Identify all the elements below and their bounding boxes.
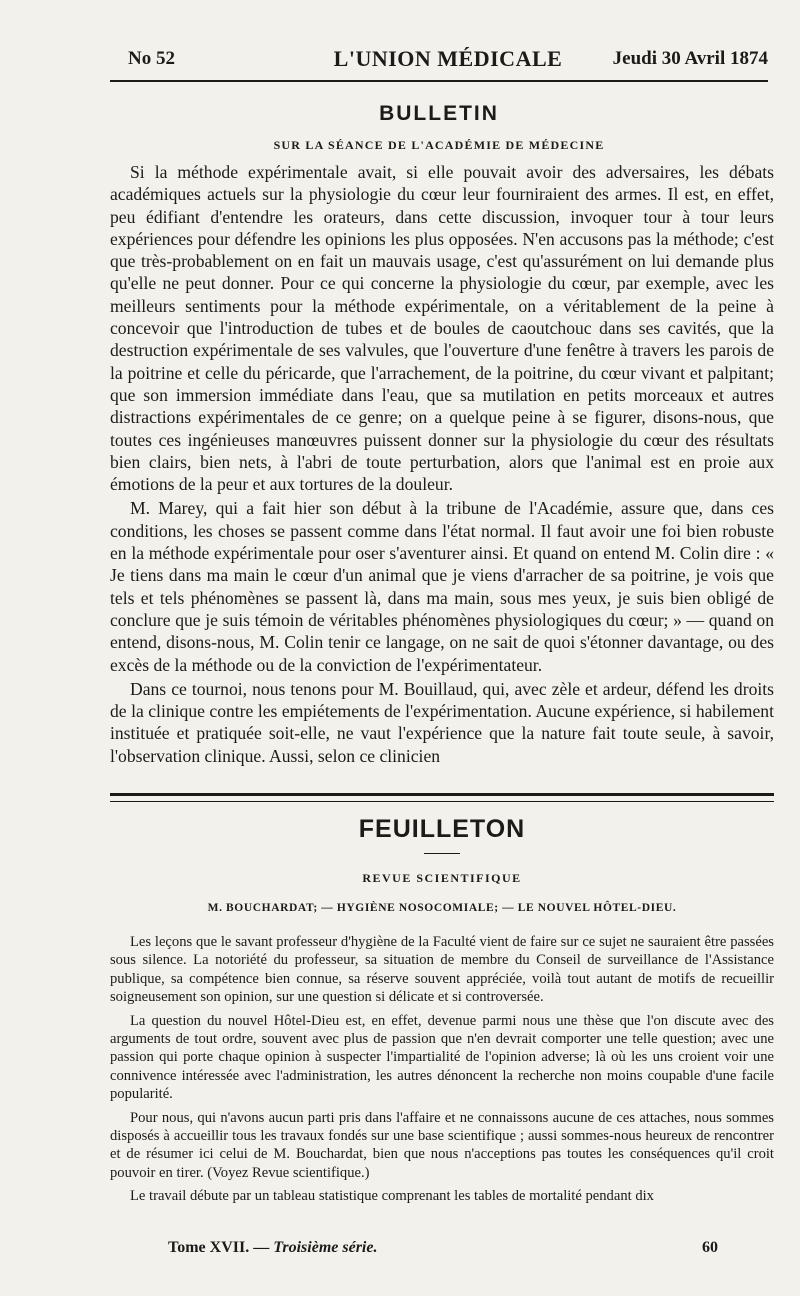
bulletin-title: BULLETIN (379, 102, 499, 125)
bulletin-body (110, 161, 774, 767)
bulletin-paragraph: M. Marey, qui a fait hier son début à la tribune de l'Académie, assure que, dans ces conditions, les choses se passent comme dans l'état normal. Il faut avoir une foi bien robuste en la méthode expérimentale pour oser s'aventurer ainsi. Et quand on entend M. Colin dire : « Je tiens dans ma main le cœur d'un animal que je viens d'arracher de sa poitrine, je vois que tels et tels phénomènes se passent là, dans ma main, sous mes yeux, je suis bien obligé de conclure que je suis témoin de véritables phénomènes physiologiques du cœur; » — quand on entend, disons-nous, M. Colin tenir ce langage, on ne sait de quoi s'étonner davantage, ou des excès de la méthode ou de la conviction de l'expérimentateur. (110, 498, 774, 675)
feuilleton-body (110, 933, 774, 1206)
bulletin-paragraph: Dans ce tournoi, nous tenons pour M. Bouillaud, qui, avec zèle et ardeur, défend les droits de la clinique contre les empiétements de l'expérimentation. Aucune expérience, si habilement instituée et pratiquée soit-elle, ne vaut l'expérience que la nature fait toute seule, à savoir, l'observation clinique. Aussi, selon ce clinicien (110, 678, 774, 766)
feuilleton-subtitle: REVUE SCIENTIFIQUE (362, 871, 522, 885)
journal-title: L'UNION MÉDICALE (333, 46, 563, 71)
title-rule (424, 853, 460, 854)
running-head (128, 46, 768, 76)
serie-label: Troisième série. (273, 1239, 378, 1256)
issue-date: Jeudi 30 Avril 1874 (612, 48, 768, 69)
bulletin-subtitle: SUR LA SÉANCE DE L'ACADÉMIE DE MÉDECINE (273, 138, 605, 152)
feuilleton-paragraph: Les leçons que le savant professeur d'hygiène de la Faculté vient de faire sur ce sujet ne sauraient être passées sous silence. La notoriété du professeur, sa situation de membre du Conseil de surveillance de l'Assistance publique, sa compétence bien connue, sa réserve souvent appréciée, voilà tout autant de motifs de recueillir soigneusement son opinion, sur une question si délicate et si controversée. (110, 934, 774, 1006)
volume-info (168, 1239, 377, 1257)
header-rule (110, 80, 768, 82)
page-number: 60 (702, 1239, 718, 1256)
feuilleton-paragraph: La question du nouvel Hôtel-Dieu est, en effet, devenue parmi nous une thèse que l'on discute avec des arguments de tout ordre, souvent avec plus de passion que n'en devrait comporter une telle question; avec une passion qui porte chaque opinion à suspecter l'impartialité de l'opinion adverse; là où les uns croient voir une connivence intéressée avec l'administration, les autres dénoncent la recherche non moins coupable d'une facile popularité. (110, 1012, 774, 1103)
bulletin-paragraph: Si la méthode expérimentale avait, si elle pouvait avoir des adversaires, les débats académiques actuels sur la physiologie du cœur leur fourniraient des armes. Il est, en effet, peu édifiant d'entendre les orateurs, dans cette discussion, invoquer tour à tour leurs expériences pour défendre les opinions les plus opposées. N'en accusons pas la méthode; c'est que très-probablement on en fait un mauvais usage, c'est qu'assurément on lui demande plus qu'elle ne peut donner. Pour ce qui concerne la physiologie du cœur, par exemple, avec les meilleurs sentiments pour la méthode expérimentale, on a véritablement de la peine à concevoir que l'introduction de tubes et de boules de caoutchouc dans ses cavités, que la destruction expérimentale de ses valvules, que l'ouverture d'une fenêtre à travers les parois de la poitrine et celle du péricarde, que l'arrachement, de la poitrine, du cœur vivant et palpitant; que son immersion immédiate dans l'eau, que sa mutilation en petits morceaux et autres distractions expérimentales de ce genre; on a quelque peine à se figurer, disons-nous, que toutes ces ingénieuses manœuvres puissent donner sur la physiologie du cœur des résultats bien clairs, bien nets, à l'abri de toute perturbation, alors que l'animal est en proie aux émotions de la peur et aux tortures de la douleur. (110, 162, 774, 495)
feuilleton-topics: M. BOUCHARDAT; — HYGIÈNE NOSOCOMIALE; — LE NOUVEL HÔTEL-DIEU. (207, 902, 677, 914)
tome-label: Tome XVII. — (168, 1239, 270, 1256)
feuilleton-paragraph: Le travail débute par un tableau statistique comprenant les tables de mortalité pendant dix (130, 1188, 654, 1205)
section-divider (110, 793, 774, 802)
feuilleton-paragraph: Pour nous, qui n'avons aucun parti pris dans l'affaire et ne connaissons aucune de ces attaches, nous sommes disposés à accueillir tous les travaux fondés sur une base scientifique ; aussi sommes-nous heureux de rencontrer et de résumer ici celui de M. Bouchardat, bien que nous n'acceptions pas toutes les conséquences qu'il croit pouvoir en tirer. (Voyez Revue scientifique.) (110, 1109, 774, 1181)
page-footer (110, 1239, 774, 1263)
feuilleton-title: FEUILLETON (358, 815, 526, 843)
issue-number: No 52 (128, 48, 175, 69)
